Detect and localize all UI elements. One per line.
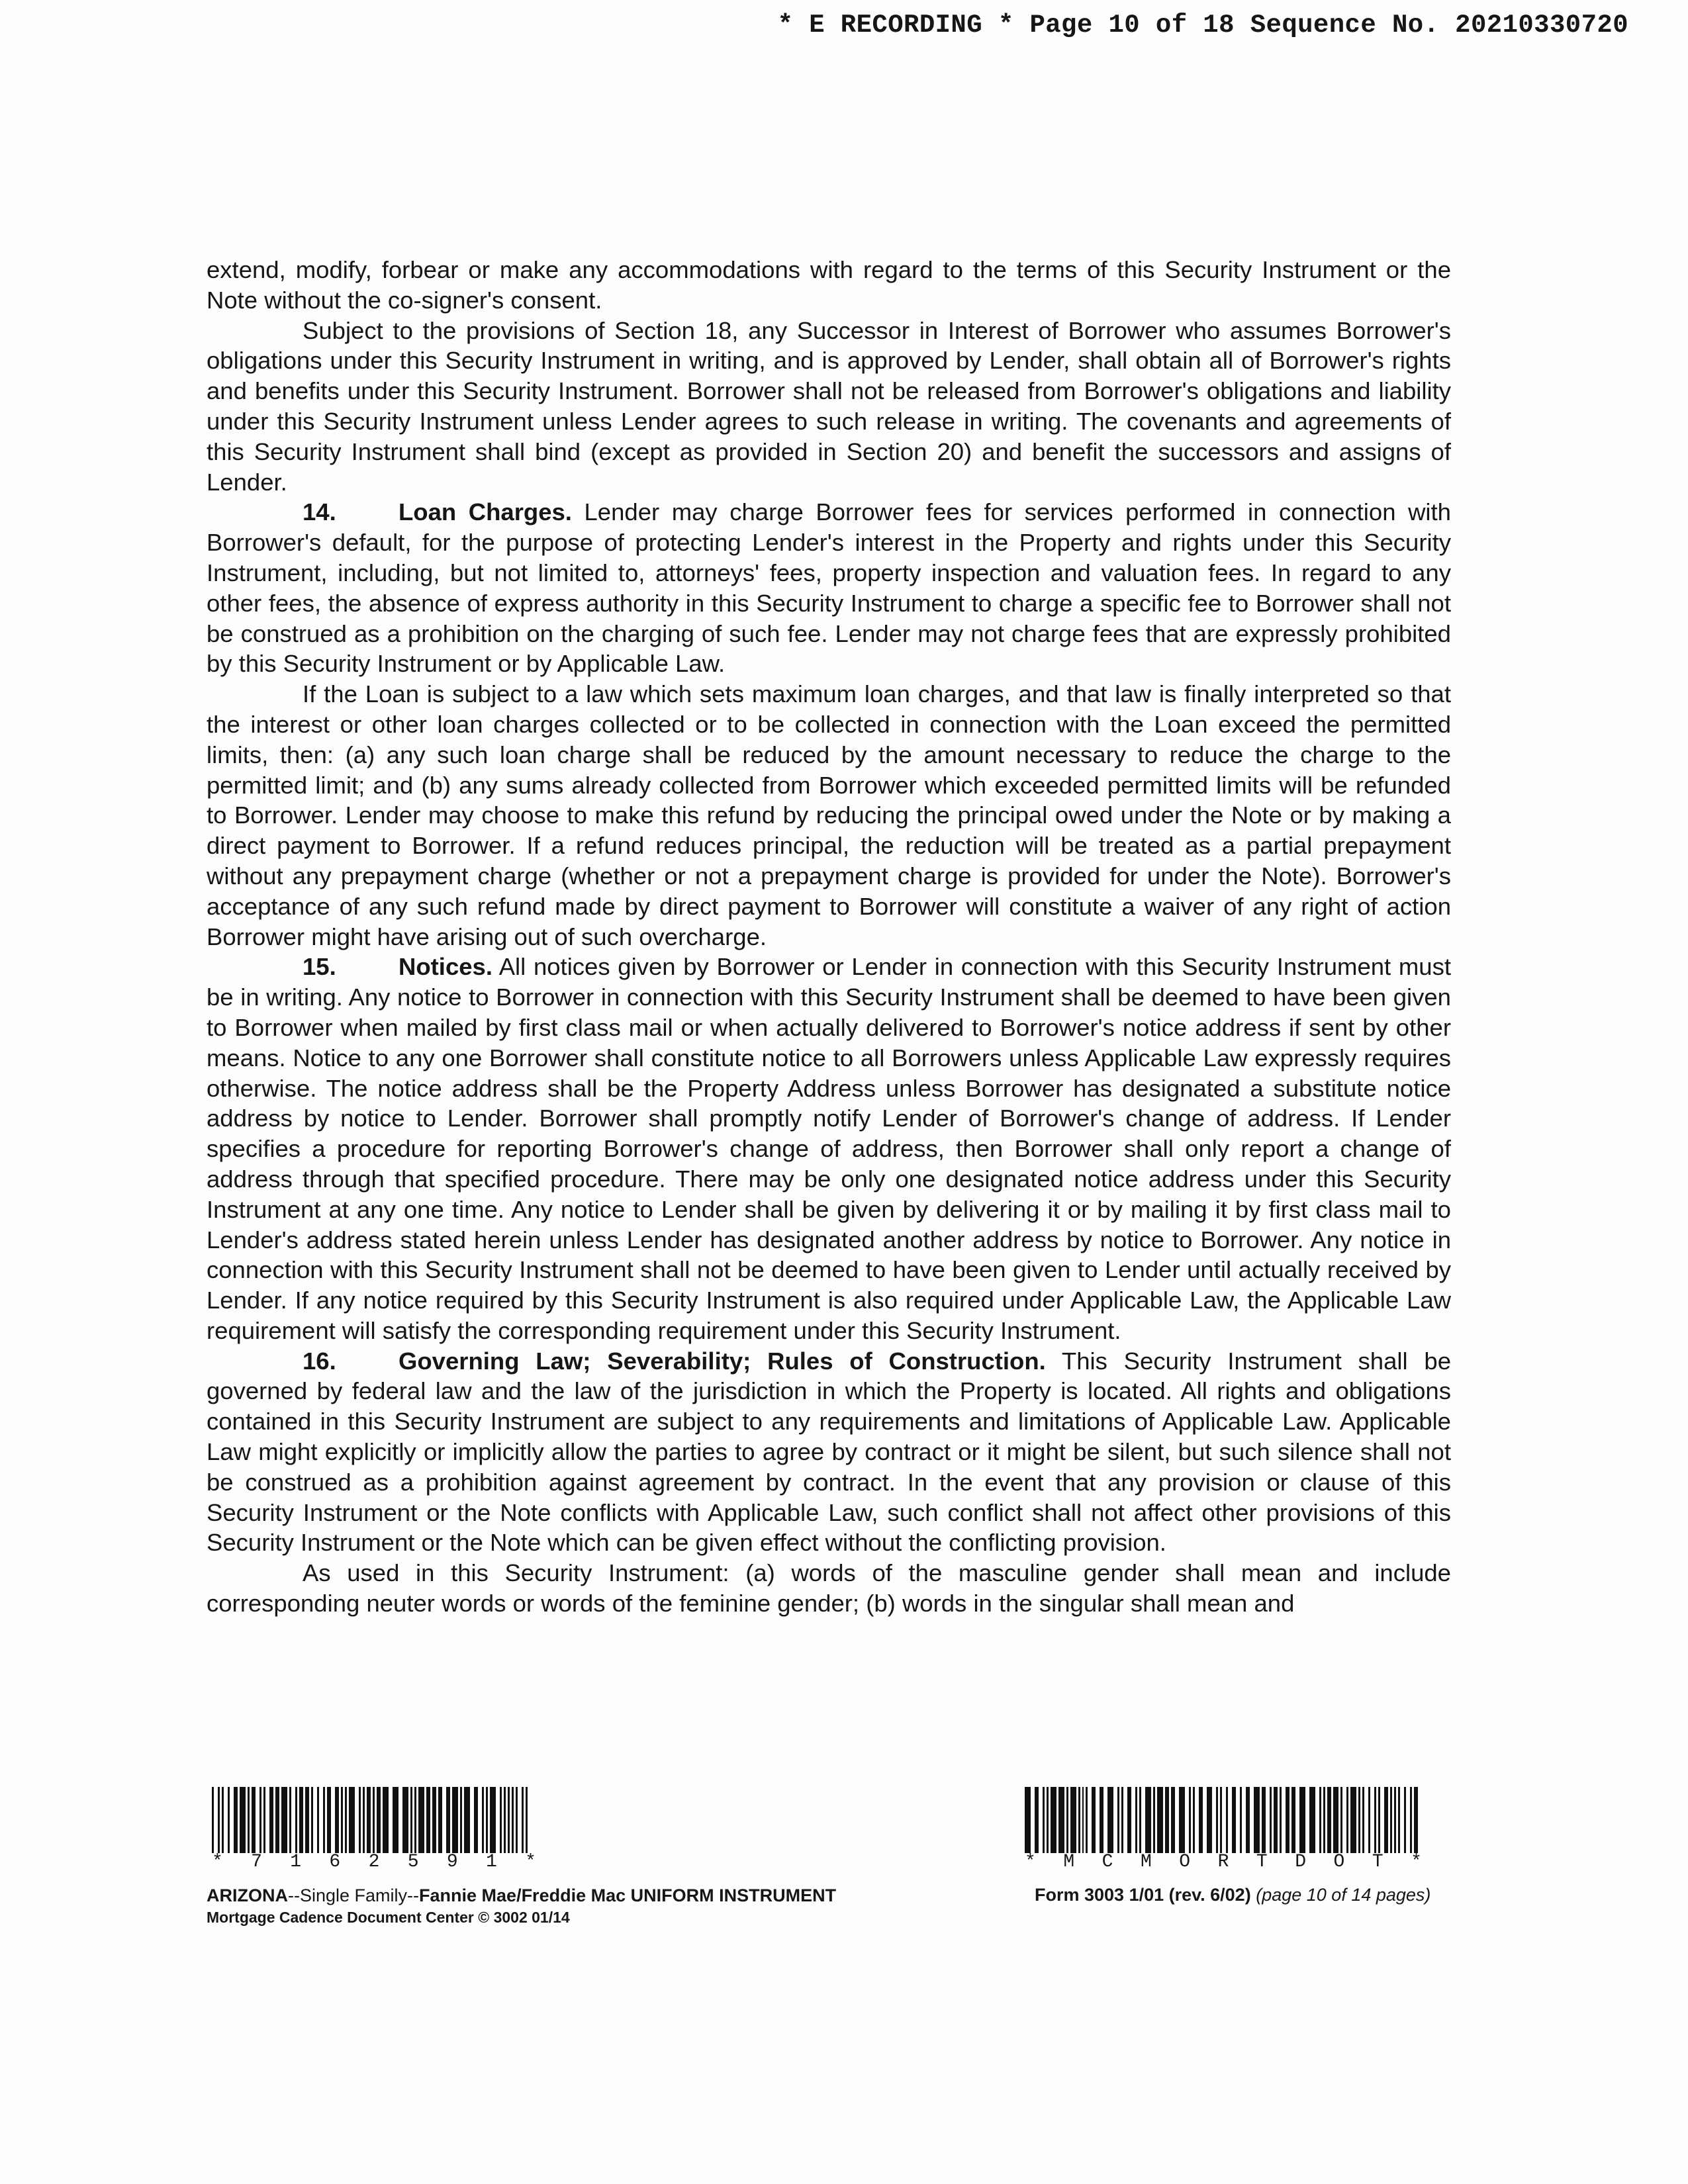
barcode-bar <box>410 1787 412 1853</box>
barcode-bar <box>393 1787 399 1853</box>
barcode-bar <box>1410 1787 1412 1853</box>
section-14-title: Loan Charges. <box>399 498 572 526</box>
barcode-bar <box>464 1787 470 1853</box>
barcode-bar <box>1274 1787 1278 1853</box>
barcode-bar <box>1291 1787 1295 1853</box>
footer-instrument: Fannie Mae/Freddie Mac UNIFORM INSTRUMENT <box>419 1886 837 1905</box>
barcode-bar <box>1270 1787 1272 1853</box>
barcode-char: 5 <box>407 1852 419 1872</box>
barcode-bar <box>1384 1787 1388 1853</box>
barcode-bar <box>1319 1787 1321 1853</box>
barcode-bar <box>1246 1787 1250 1853</box>
barcode-bar <box>1254 1787 1260 1853</box>
paragraph-continuation: extend, modify, forbear or make any accommodations with regard to the terms of this Security Instrument or the Note without the co-signer's consent. <box>207 256 1451 314</box>
barcode-char: C <box>1102 1852 1113 1872</box>
barcode-bar <box>1047 1787 1049 1853</box>
barcode-char: * <box>212 1852 223 1872</box>
barcode-bar <box>452 1787 458 1853</box>
barcode-bar <box>317 1787 319 1853</box>
barcode-bar <box>438 1787 442 1853</box>
barcode-bar <box>1299 1787 1305 1853</box>
footer-document-center: Mortgage Cadence Document Center © 3002 01/14 <box>207 1909 570 1926</box>
barcode-bar <box>222 1787 224 1853</box>
barcode-bar <box>1378 1787 1380 1853</box>
barcode-bar <box>1327 1787 1331 1853</box>
barcode-bar <box>1398 1787 1400 1853</box>
barcode-bar <box>252 1787 256 1853</box>
barcode-bar <box>259 1787 261 1853</box>
barcode-bar <box>1346 1787 1348 1853</box>
barcode-right-text <box>1025 1852 1422 1872</box>
barcode-bar <box>1086 1787 1088 1853</box>
barcode-char: R <box>1217 1852 1229 1872</box>
barcode-bar <box>335 1787 339 1853</box>
barcode-bar <box>1404 1787 1406 1853</box>
barcode-bar <box>373 1787 375 1853</box>
barcode-bar <box>289 1787 291 1853</box>
barcode-bar <box>1092 1787 1096 1853</box>
footer-form-number: Form 3003 1/01 (rev. 6/02) <box>1035 1885 1251 1905</box>
barcode-bar <box>1179 1787 1185 1853</box>
barcode-bar <box>486 1787 488 1853</box>
barcode-bar <box>305 1787 309 1853</box>
footer-family: --Single Family-- <box>288 1886 420 1905</box>
barcode-bar <box>349 1787 355 1853</box>
barcode-char: O <box>1179 1852 1191 1872</box>
barcode-bar <box>1323 1787 1325 1853</box>
barcode-bar <box>1340 1787 1342 1853</box>
footer-page-count: (page 10 of 14 pages) <box>1256 1885 1431 1905</box>
barcode-bar <box>418 1787 424 1853</box>
barcode-bar <box>1051 1787 1056 1853</box>
section-16 <box>207 1346 1451 1559</box>
document-body <box>207 255 1451 1619</box>
barcode-bar <box>1171 1787 1175 1853</box>
barcode-bar <box>500 1787 502 1853</box>
barcode-bar <box>1043 1787 1045 1853</box>
barcode-bar <box>240 1787 246 1853</box>
section-14-text: Lender may charge Borrower fees for services performed in connection with Borrower's default, for the purpose of protecting Lender's interest in the Property and rights under this Security Instrument, including, but not limited to, attorneys' fees, property inspection and valuation fees. In regard to any other fees, the absence of express authority in this Security Instrument to charge a specific fee to Borrower shall not be construed as a prohibition on the charging of such fee. Lender may not charge fees that are expressly prohibited by this Security Instrument or by Applicable Law. <box>207 498 1451 678</box>
barcode-bar <box>275 1787 279 1853</box>
barcode-bar <box>1058 1787 1064 1853</box>
recording-header: * E RECORDING * Page 10 of 18 Sequence No. 20210330720 <box>777 11 1628 40</box>
paragraph-loan-limits: If the Loan is subject to a law which sets maximum loan charges, and that law is finally interpreted so that the interest or other loan charges collected or to be collected in connection with the Loan exceed the permitted limits, then: (a) any such loan charge shall be reduced by the amount necessary to reduce the charge to the permitted limit; and (b) any sums already collected from Borrower which exceeded permitted limits will be refunded to Borrower. Lender may choose to make this refund by reducing the principal owed under the Note or by making a direct payment to Borrower. If a refund reduces principal, the reduction will be treated as a partial prepayment without any prepayment charge (whether or not a prepayment charge is provided for under the Note). Borrower's acceptance of any such refund made by direct payment to Borrower will constitute a waiver of any right of action Borrower might have arising out of such overcharge. <box>207 680 1451 950</box>
barcode-bar <box>1362 1787 1364 1853</box>
barcode-bar <box>1286 1787 1289 1853</box>
footer-right <box>1035 1885 1430 1905</box>
footer-state: ARIZONA <box>207 1886 288 1905</box>
barcode-bar <box>212 1787 214 1853</box>
section-15 <box>207 952 1451 1345</box>
barcode-bar <box>327 1787 331 1853</box>
barcode-left-text <box>212 1852 536 1872</box>
barcode-bar <box>432 1787 436 1853</box>
section-15-text: All notices given by Borrower or Lender in connection with this Security Instrument must be in writing. Any notice to Borrower in connection with this Security Instrument shall be deemed to have been given to Borrower when mailed by first class mail or when actually delivered to Borrower's notice address if sent by other means. Notice to any one Borrower shall constitute notice to all Borrowers unless Applicable Law expressly requires otherwise. The notice address shall be the Property Address unless Borrower has designated a substitute notice address by notice to Lender. Borrower shall promptly notify Lender of Borrower's change of address. If Lender specifies a procedure for reporting Borrower's change of address, then Borrower shall only report a change of address through that specified procedure. There may be only one designated notice address under this Security Instrument at any one time. Any notice to Lender shall be given by delivering it or by mailing it by first class mail to Lender's address stated herein unless Lender has designated another address by notice to Borrower. Any notice in connection with this Security Instrument shall not be deemed to have been given to Lender until actually received by Lender. If any notice required by this Security Instrument is also required under Applicable Law, the Applicable Law requirement will satisfy the corresponding requirement under this Security Instrument. <box>207 953 1451 1344</box>
section-16-number: 16. <box>303 1347 336 1375</box>
barcode-bar <box>414 1787 416 1853</box>
barcode-bar <box>1035 1787 1039 1853</box>
barcode-bar <box>1280 1787 1282 1853</box>
barcode-char: 2 <box>368 1852 380 1872</box>
barcode-bar <box>1153 1787 1155 1853</box>
barcode-bar <box>446 1787 450 1853</box>
barcode-char: 9 <box>446 1852 458 1872</box>
barcode-bar <box>248 1787 250 1853</box>
barcode-bar <box>1309 1787 1315 1853</box>
section-14-number: 14. <box>303 498 336 526</box>
barcode-bar <box>1121 1787 1123 1853</box>
barcode-bar <box>460 1787 462 1853</box>
barcode-bar <box>228 1787 230 1853</box>
barcode-bar <box>1078 1787 1080 1853</box>
barcode-bar <box>345 1787 347 1853</box>
section-15-number: 15. <box>303 953 336 981</box>
barcode-char: * <box>525 1852 536 1872</box>
barcode-bar <box>263 1787 265 1853</box>
barcode-char: 1 <box>290 1852 302 1872</box>
barcode-bar <box>1145 1787 1151 1853</box>
barcode-bar <box>1193 1787 1195 1853</box>
barcode-char: 7 <box>251 1852 262 1872</box>
barcode-bar <box>383 1787 389 1853</box>
barcode-bar <box>1117 1787 1119 1853</box>
barcode-bar <box>1100 1787 1103 1853</box>
section-16-text: This Security Instrument shall be governed by federal law and the law of the jurisdiction in which the Property is located. All rights and obligations contained in this Security Instrument are subject to any requirements and limitations of Applicable Law. Applicable Law might explicitly or implicitly allow the parties to agree by contract or it might be silent, but such silence shall not be construed as a prohibition against agreement by contract. In the event that any provision or clause of this Security Instrument or the Note conflicts with Applicable Law, such conflict shall not affect other provisions of this Security Instrument or the Note which can be given effect without the conflicting provision. <box>207 1347 1451 1557</box>
barcode-bar <box>516 1787 518 1853</box>
barcode-bar <box>1157 1787 1163 1853</box>
barcode-char: T <box>1256 1852 1268 1872</box>
barcode-bar <box>1127 1787 1131 1853</box>
barcode-left-bars <box>212 1787 536 1853</box>
barcode-left <box>212 1787 536 1872</box>
barcode-bar <box>522 1787 524 1853</box>
barcode-bar <box>281 1787 287 1853</box>
barcode-right-bars <box>1025 1787 1422 1853</box>
barcode-bar <box>1390 1787 1392 1853</box>
barcode-bar <box>1216 1787 1218 1853</box>
barcode-bar <box>363 1787 365 1853</box>
barcode-bar <box>1240 1787 1242 1853</box>
barcode-bar <box>1333 1787 1339 1853</box>
paragraph-successors: Subject to the provisions of Section 18, any Successor in Interest of Borrower who assumes Borrower's obligations under this Security Instrument in writing, and is approved by Lender, shall obtain all of Borrower's rights and benefits under this Security Instrument. Borrower shall not be released from Borrower's obligations and liability under this Security Instrument unless Lender agrees to such release in writing. The covenants and agreements of this Security Instrument shall bind (except as provided in Section 20) and benefit the successors and assigns of Lender. <box>207 316 1451 496</box>
barcode-bar <box>482 1787 484 1853</box>
barcode-bar <box>490 1787 496 1853</box>
barcode-bar <box>341 1787 343 1853</box>
barcode-char: O <box>1333 1852 1345 1872</box>
barcode-bar <box>1207 1787 1213 1853</box>
barcode-bar <box>269 1787 273 1853</box>
barcode-bar <box>512 1787 514 1853</box>
barcode-bar <box>1262 1787 1266 1853</box>
barcode-bar <box>1394 1787 1396 1853</box>
barcode-char: M <box>1063 1852 1075 1872</box>
barcode-char: M <box>1140 1852 1152 1872</box>
barcode-bar <box>311 1787 313 1853</box>
barcode-bar <box>1107 1787 1113 1853</box>
barcode-bar <box>1414 1787 1418 1853</box>
barcode-char: 6 <box>329 1852 341 1872</box>
barcode-char: 1 <box>485 1852 497 1872</box>
barcode-bar <box>508 1787 510 1853</box>
barcode-bar <box>504 1787 506 1853</box>
barcode-bar <box>426 1787 430 1853</box>
footer-instrument-line <box>207 1885 836 1907</box>
barcode-bar <box>474 1787 478 1853</box>
footer-left <box>207 1885 836 1929</box>
barcode-bar <box>1220 1787 1222 1853</box>
barcode-bar <box>218 1787 220 1853</box>
barcode-bar <box>234 1787 238 1853</box>
barcode-char: * <box>1411 1852 1422 1872</box>
section-15-title: Notices. <box>399 953 492 981</box>
paragraph-construction: As used in this Security Instrument: (a) words of the masculine gender shall mean and include corresponding neuter words or words of the feminine gender; (b) words in the singular shall mean and <box>207 1559 1451 1617</box>
barcode-bar <box>402 1787 408 1853</box>
barcode-bar <box>323 1787 325 1853</box>
barcode-bar <box>526 1787 528 1853</box>
section-16-title: Governing Law; Severability; Rules of Construction. <box>399 1347 1046 1375</box>
barcode-bar <box>1070 1787 1076 1853</box>
barcode-bar <box>1199 1787 1203 1853</box>
barcode-bar <box>1066 1787 1068 1853</box>
barcode-bar <box>1025 1787 1031 1853</box>
barcode-bar <box>1232 1787 1236 1853</box>
barcode-bar <box>367 1787 371 1853</box>
barcode-bar <box>1189 1787 1191 1853</box>
barcode-bar <box>1368 1787 1370 1853</box>
barcode-bar <box>1374 1787 1376 1853</box>
barcode-bar <box>1165 1787 1169 1853</box>
barcode-bar <box>377 1787 381 1853</box>
barcode-right <box>1025 1787 1422 1872</box>
barcode-bar <box>1358 1787 1360 1853</box>
barcode-bar <box>295 1787 297 1853</box>
section-14 <box>207 497 1451 679</box>
barcode-bar <box>299 1787 303 1853</box>
barcode-bar <box>359 1787 361 1853</box>
barcode-bar <box>1226 1787 1228 1853</box>
barcode-bar <box>1135 1787 1137 1853</box>
barcode-char: * <box>1025 1852 1036 1872</box>
barcode-bar <box>1139 1787 1141 1853</box>
barcode-char: T <box>1372 1852 1383 1872</box>
barcode-bar <box>1350 1787 1356 1853</box>
barcode-bar <box>1082 1787 1084 1853</box>
barcode-char: D <box>1295 1852 1306 1872</box>
